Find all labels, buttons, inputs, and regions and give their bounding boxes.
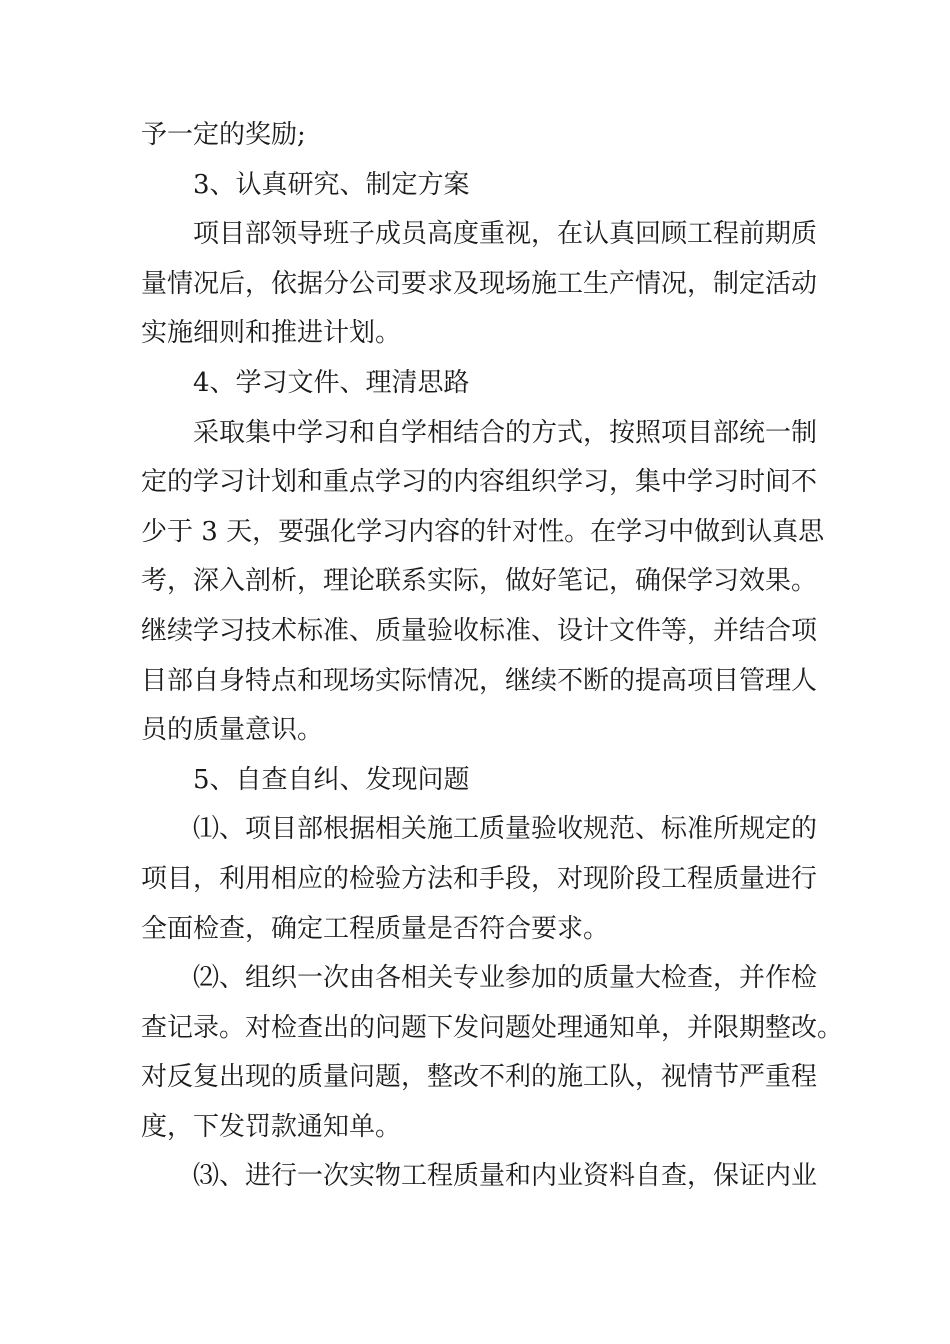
text-line: 少于 3 天，要强化学习内容的针对性。在学习中做到认真思 bbox=[141, 516, 825, 547]
text-line: 全面检查，确定工程质量是否符合要求。 bbox=[141, 913, 610, 944]
text-line: 予一定的奖励; bbox=[141, 120, 306, 150]
text-line: 目部自身特点和现场实际情况，继续不断的提高项目管理人 bbox=[141, 665, 818, 696]
text-line: 查记录。对检查出的问题下发问题处理通知单，并限期整改。 bbox=[141, 1012, 844, 1043]
text-line: 实施细则和推进计划。 bbox=[141, 318, 402, 349]
text-line: 量情况后，依据分公司要求及现场施工生产情况，制定活动 bbox=[141, 268, 818, 299]
list-item-3: ⑶、进行一次实物工程质量和内业资料自查，保证内业 bbox=[193, 1161, 818, 1192]
text-line: 度，下发罚款通知单。 bbox=[141, 1111, 402, 1142]
text-line: 员的质量意识。 bbox=[141, 715, 324, 746]
text-line: 对反复出现的质量问题，整改不利的施工队，视情节严重程 bbox=[141, 1062, 818, 1093]
list-item-1: ⑴、项目部根据相关施工质量验收规范、标准所规定的 bbox=[193, 814, 818, 845]
text-line: 继续学习技术标准、质量验收标准、设计文件等，并结合项 bbox=[141, 615, 818, 646]
text-line: 定的学习计划和重点学习的内容组织学习，集中学习时间不 bbox=[141, 467, 818, 498]
section-heading-4: 4、学习文件、理清思路 bbox=[193, 367, 470, 398]
text-line: 项目，利用相应的检验方法和手段，对现阶段工程质量进行 bbox=[141, 863, 818, 894]
section-heading-3: 3、认真研究、制定方案 bbox=[193, 169, 470, 200]
list-item-2: ⑵、组织一次由各相关专业参加的质量大检查，并作检 bbox=[193, 963, 818, 994]
text-line: 项目部领导班子成员高度重视，在认真回顾工程前期质 bbox=[193, 219, 818, 250]
text-line: 考，深入剖析，理论联系实际，做好笔记，确保学习效果。 bbox=[141, 566, 818, 597]
text-line: 采取集中学习和自学相结合的方式，按照项目部统一制 bbox=[193, 417, 818, 448]
section-heading-5: 5、自查自纠、发现问题 bbox=[193, 764, 470, 795]
document-body bbox=[141, 111, 844, 1202]
